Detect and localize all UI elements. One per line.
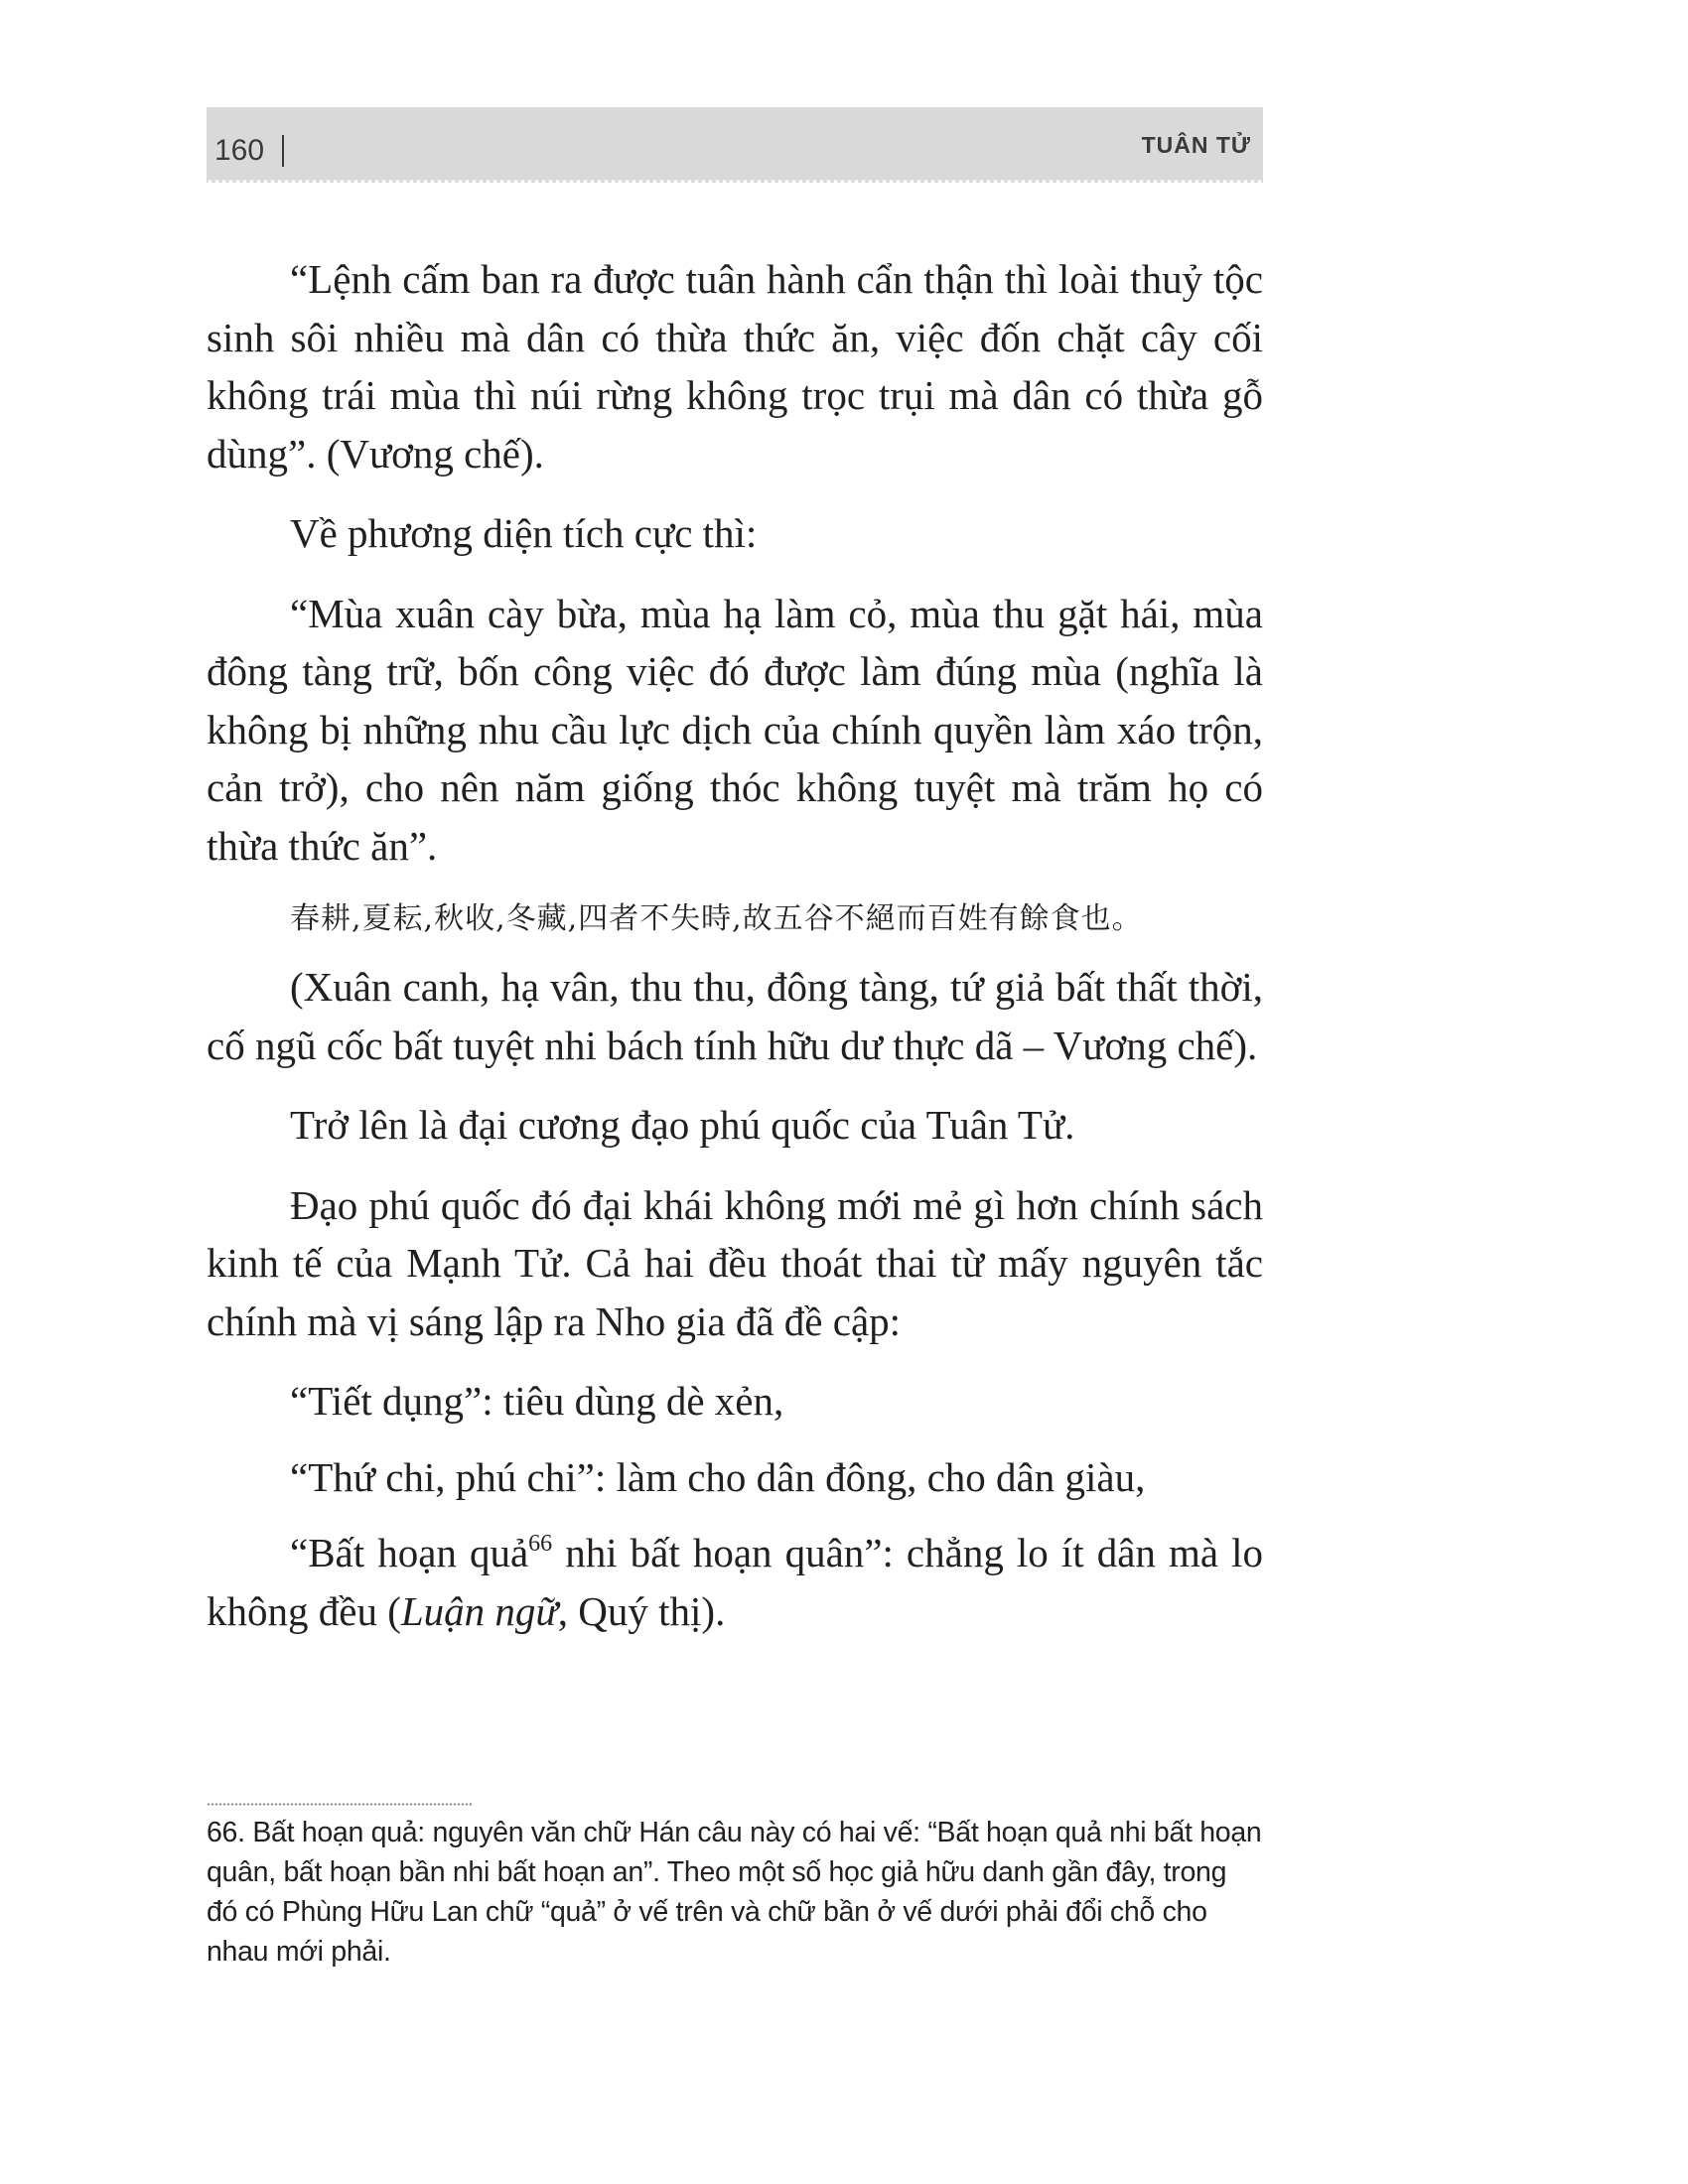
main-text xyxy=(207,250,1263,1662)
paragraph-principle-frugality: “Tiết dụng”: tiêu dùng dè xẻn, xyxy=(290,1378,784,1424)
chinese-original-text: 春耕,夏耘,秋收,冬藏,四者不失時,故五谷不絕而百姓有餘食也。 xyxy=(290,901,1143,936)
footnote-text: 66. Bất hoạn quả: nguyên văn chữ Hán câu này có hai vế: “Bất hoạn quả nhi bất hoạn quân, bất hoạn bần nhi bất hoạn an”. Theo một số học giả hữu danh gần đây, trong đó có Phùng Hữu Lan chữ “quả” ở vế trên và chữ bần ở vế dưới phải đổi chỗ cho nhau mới phải. xyxy=(207,1817,1262,1968)
footnote-66 xyxy=(207,1813,1263,1972)
header-bar-serrated-edge xyxy=(207,179,1263,185)
running-header-bar xyxy=(207,107,1263,183)
running-head-title: TUÂN TỬ xyxy=(1141,132,1251,158)
paragraph-summary: Trở lên là đại cương đạo phú quốc của Tuân Tử. xyxy=(290,1102,1075,1148)
principle-text-middle: nhi bất hoạn quân”: chẳng lo ít dân mà lo không đều ( xyxy=(207,1530,1263,1634)
page-number: 160 xyxy=(214,134,265,167)
paragraph-quote-seasons: “Mùa xuân cày bừa, mùa hạ làm cỏ, mùa thu gặt hái, mùa đông tàng trữ, bốn công việc đó được làm đúng mùa (nghĩa là không bị những nhu cầu lực dịch của chính quyền làm xáo trộn, cản trở), cho nên năm giống thóc không tuyệt mà trăm họ có thừa thức ăn”. xyxy=(207,590,1263,869)
footnote-divider xyxy=(207,1803,473,1806)
paragraph-principle-populous-wealthy: “Thứ chi, phú chi”: làm cho dân đông, cho dân giàu, xyxy=(290,1453,1146,1500)
paragraph-positive-aspect: Về phương diện tích cực thì: xyxy=(290,510,758,556)
footnote-reference-66[interactable]: 66 xyxy=(528,1531,553,1557)
header-separator xyxy=(282,135,284,167)
book-title-italic: Luận ngữ xyxy=(400,1587,558,1634)
paragraph-quote-prohibitions: “Lệnh cấm ban ra được tuân hành cẩn thận thì loài thuỷ tộc sinh sôi nhiều mà dân có thừa thức ăn, việc đốn chặt cây cối không trái mùa thì núi rừng không trọc trụi mà dân có thừa gỗ dùng”. (Vương chế). xyxy=(207,256,1263,477)
paragraph-transliteration: (Xuân canh, hạ vân, thu thu, đông tàng, tứ giả bất thất thời, cố ngũ cốc bất tuyệt nhi bách tính hữu dư thực dã – Vương chế). xyxy=(207,964,1263,1068)
paragraph-comparison-mencius: Đạo phú quốc đó đại khái không mới mẻ gì hơn chính sách kinh tế của Mạnh Tử. Cả hai đều thoát thai từ mấy nguyên tắc chính mà vị sáng lập ra Nho gia đã đề cập: xyxy=(207,1181,1263,1344)
paragraph-principle-equality xyxy=(207,1524,1263,1640)
principle-text-end: , Quý thị). xyxy=(557,1587,726,1634)
principle-text-start: “Bất hoạn quả xyxy=(290,1530,529,1575)
